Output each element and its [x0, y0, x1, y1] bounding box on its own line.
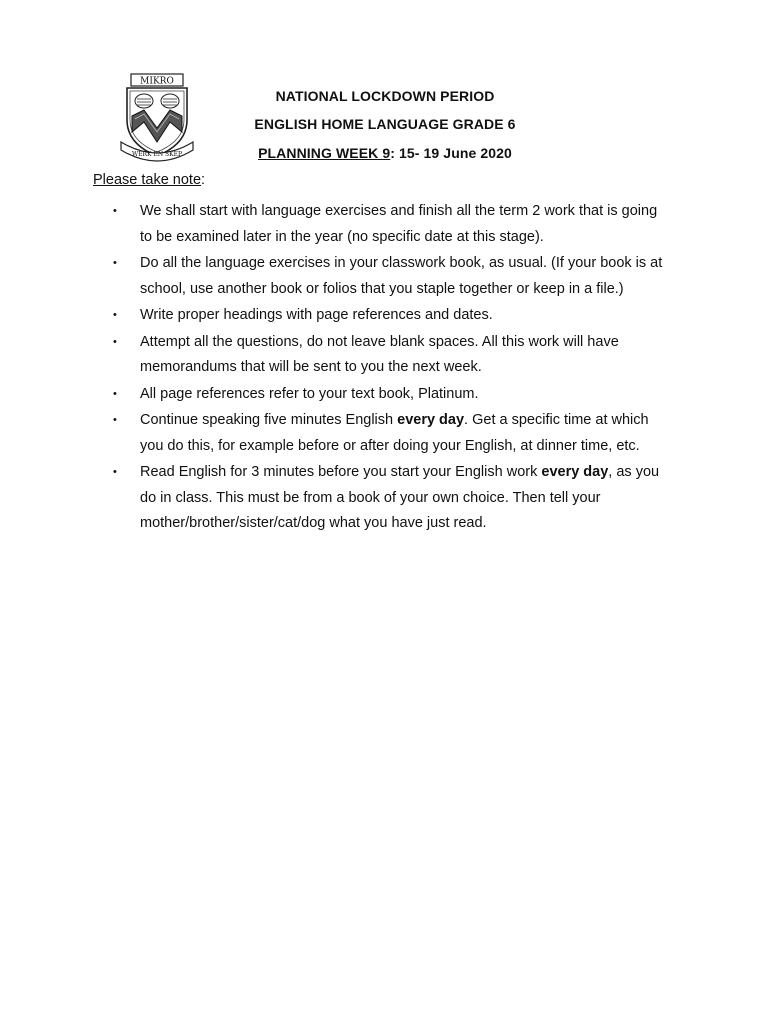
- title-line-1: NATIONAL LOCKDOWN PERIOD: [275, 88, 495, 104]
- list-item: [113, 460, 673, 537]
- list-item-text: Do all the language exercises in your classwork book, as usual. (If your book is at school, use another book or folios that you staple together or keep in a file.): [140, 255, 663, 297]
- bullet-icon: •: [113, 414, 117, 426]
- list-item-text: We shall start with language exercises and finish all the term 2 work that is going to be examined later in the year (no specific date at this stage).: [140, 203, 658, 245]
- document-title: [0, 88, 770, 104]
- list-item: [113, 382, 673, 408]
- bullet-icon: •: [113, 466, 117, 478]
- title-line-2: ENGLISH HOME LANGUAGE GRADE 6: [254, 116, 516, 132]
- instructions-list: [113, 199, 673, 538]
- crest-motto: WERK EN SKEP: [131, 151, 183, 158]
- list-item-text: Write proper headings with page references and dates.: [140, 307, 493, 323]
- list-item-text: All page references refer to your text book, Platinum.: [140, 385, 479, 402]
- list-item: [113, 199, 673, 250]
- bullet-icon: •: [113, 335, 117, 348]
- bullet-icon: •: [113, 205, 117, 217]
- list-item-text: Attempt all the questions, do not leave blank spaces. All this work will have memorandums that will be sent to you the next week.: [140, 333, 619, 375]
- bullet-icon: •: [113, 257, 117, 269]
- note-suffix: :: [201, 172, 206, 188]
- planning-week-label: PLANNING WEEK 9: [258, 145, 391, 161]
- list-item-text-pre: Continue speaking five minutes English: [140, 412, 398, 428]
- document-subtitle: [0, 116, 770, 132]
- list-item: [113, 408, 673, 459]
- list-item-text-post: . Get a specific time at which you do this, for example before or after doing your English, at dinner time, etc.: [140, 412, 649, 454]
- note-heading: [93, 172, 205, 188]
- bullet-icon: •: [113, 387, 117, 400]
- list-item: [113, 303, 673, 329]
- note-label: Please take note: [93, 172, 202, 188]
- list-item: [113, 251, 673, 302]
- planning-week-heading: [0, 145, 770, 161]
- planning-week-dates: : 15- 19 June 2020: [390, 145, 512, 161]
- list-item-text-post: , as you do in class. This must be from a book of your own choice. Then tell your mother/brother/sister/cat/dog what you have just read.: [140, 464, 660, 531]
- list-item: [113, 330, 673, 381]
- list-item-text-pre: Read English for 3 minutes before you start your English work: [140, 464, 542, 480]
- crest-top-text: MIKRO: [140, 76, 174, 87]
- emphasis-every-day: every day: [541, 464, 609, 480]
- emphasis-every-day: every day: [397, 412, 465, 428]
- bullet-icon: •: [113, 309, 117, 321]
